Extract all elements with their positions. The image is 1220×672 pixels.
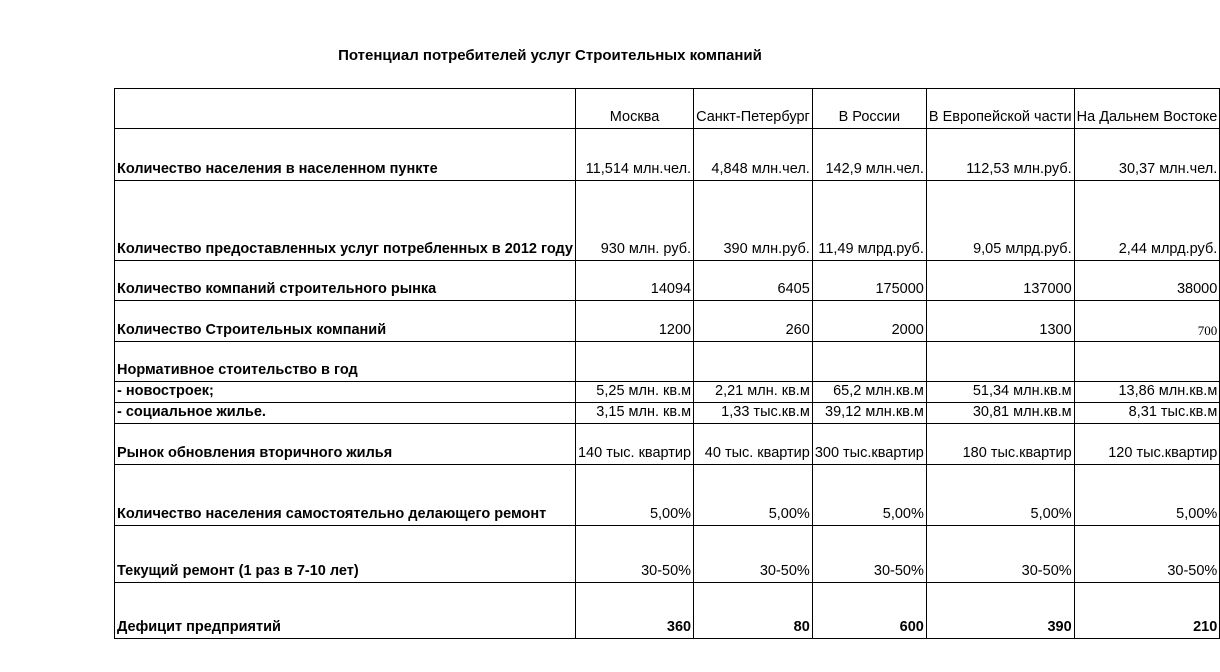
row-label: Рынок обновления вторичного жилья — [115, 424, 576, 465]
table-row-social-housing — [115, 403, 1220, 424]
row-label: Текущий ремонт (1 раз в 7-10 лет) — [115, 526, 576, 583]
row-label: Количество предоставленных услуг потребленных в 2012 году — [115, 181, 576, 261]
table-cell: 13,86 млн.кв.м — [1074, 382, 1220, 403]
table-cell: 930 млн. руб. — [575, 181, 693, 261]
page-title: Потенциал потребителей услуг Строительных компаний — [338, 47, 762, 64]
table-cell: 30-50% — [694, 526, 813, 583]
table-cell: 140 тыс. квартир — [575, 424, 693, 465]
table-cell — [694, 342, 813, 382]
column-header-far-east: На Дальнем Востоке — [1074, 89, 1220, 129]
row-label: Нормативное стоительство в год — [115, 342, 576, 382]
table-cell — [812, 342, 926, 382]
table-cell: 210 — [1074, 583, 1220, 639]
table-cell: 1,33 тыс.кв.м — [694, 403, 813, 424]
table-cell — [1074, 342, 1220, 382]
table-cell: 4,848 млн.чел. — [694, 129, 813, 181]
table-cell: 30-50% — [1074, 526, 1220, 583]
table-cell: 2,44 млрд.руб. — [1074, 181, 1220, 261]
table-row-construction-companies — [115, 301, 1220, 342]
table-cell: 65,2 млн.кв.м — [812, 382, 926, 403]
table-cell: 175000 — [812, 261, 926, 301]
table-cell: 142,9 млн.чел. — [812, 129, 926, 181]
column-header-moscow: Москва — [575, 89, 693, 129]
table-row-enterprise-deficit — [115, 583, 1220, 639]
table-cell: 80 — [694, 583, 813, 639]
table-cell: 39,12 млн.кв.м — [812, 403, 926, 424]
row-label: - социальное жилье. — [115, 403, 576, 424]
data-table — [114, 88, 1220, 639]
table-row-new-buildings — [115, 382, 1220, 403]
table-cell: 390 — [926, 583, 1074, 639]
table-cell: 30-50% — [575, 526, 693, 583]
table-cell: 9,05 млрд.руб. — [926, 181, 1074, 261]
row-label: Количество населения самостоятельно делающего ремонт — [115, 465, 576, 526]
table-cell: 360 — [575, 583, 693, 639]
table-cell: 260 — [694, 301, 813, 342]
header-corner-cell — [115, 89, 576, 129]
table-row-services-2012 — [115, 181, 1220, 261]
table-cell: 180 тыс.квартир — [926, 424, 1074, 465]
column-header-spb: Санкт-Петербург — [694, 89, 813, 129]
column-header-europe: В Европейской части — [926, 89, 1074, 129]
row-label: - новостроек; — [115, 382, 576, 403]
row-label: Дефицит предприятий — [115, 583, 576, 639]
table-cell: 30-50% — [812, 526, 926, 583]
table-cell — [926, 342, 1074, 382]
header-row — [115, 89, 1220, 129]
table-cell: 5,00% — [575, 465, 693, 526]
table-row-current-repair — [115, 526, 1220, 583]
table-cell — [575, 342, 693, 382]
table-cell: 51,34 млн.кв.м — [926, 382, 1074, 403]
column-header-russia: В России — [812, 89, 926, 129]
table-cell: 120 тыс.квартир — [1074, 424, 1220, 465]
table-cell: 6405 — [694, 261, 813, 301]
table-cell: 5,25 млн. кв.м — [575, 382, 693, 403]
table-cell: 300 тыс.квартир — [812, 424, 926, 465]
table-cell: 390 млн.руб. — [694, 181, 813, 261]
table-cell: 2,21 млн. кв.м — [694, 382, 813, 403]
table-cell: 40 тыс. квартир — [694, 424, 813, 465]
table-cell: 112,53 млн.руб. — [926, 129, 1074, 181]
row-label: Количество населения в населенном пункте — [115, 129, 576, 181]
table-cell: 5,00% — [694, 465, 813, 526]
table-cell: 5,00% — [812, 465, 926, 526]
table-cell: 5,00% — [926, 465, 1074, 526]
table-cell: 30,37 млн.чел. — [1074, 129, 1220, 181]
table-cell: 1300 — [926, 301, 1074, 342]
table-row-normative-construction — [115, 342, 1220, 382]
table-row-diy-renovation — [115, 465, 1220, 526]
table-cell: 700 — [1074, 301, 1220, 342]
table-cell: 14094 — [575, 261, 693, 301]
row-label: Количество Строительных компаний — [115, 301, 576, 342]
table-cell: 2000 — [812, 301, 926, 342]
table-cell: 137000 — [926, 261, 1074, 301]
row-label: Количество компаний строительного рынка — [115, 261, 576, 301]
table-cell: 8,31 тыс.кв.м — [1074, 403, 1220, 424]
table-cell: 30,81 млн.кв.м — [926, 403, 1074, 424]
table-cell: 38000 — [1074, 261, 1220, 301]
table-row-population — [115, 129, 1220, 181]
table-row-market-companies — [115, 261, 1220, 301]
table-row-secondary-housing — [115, 424, 1220, 465]
table-cell: 11,49 млрд.руб. — [812, 181, 926, 261]
table-cell: 600 — [812, 583, 926, 639]
table-cell: 30-50% — [926, 526, 1074, 583]
table-cell: 3,15 млн. кв.м — [575, 403, 693, 424]
table-cell: 11,514 млн.чел. — [575, 129, 693, 181]
table-cell: 1200 — [575, 301, 693, 342]
table-cell: 5,00% — [1074, 465, 1220, 526]
